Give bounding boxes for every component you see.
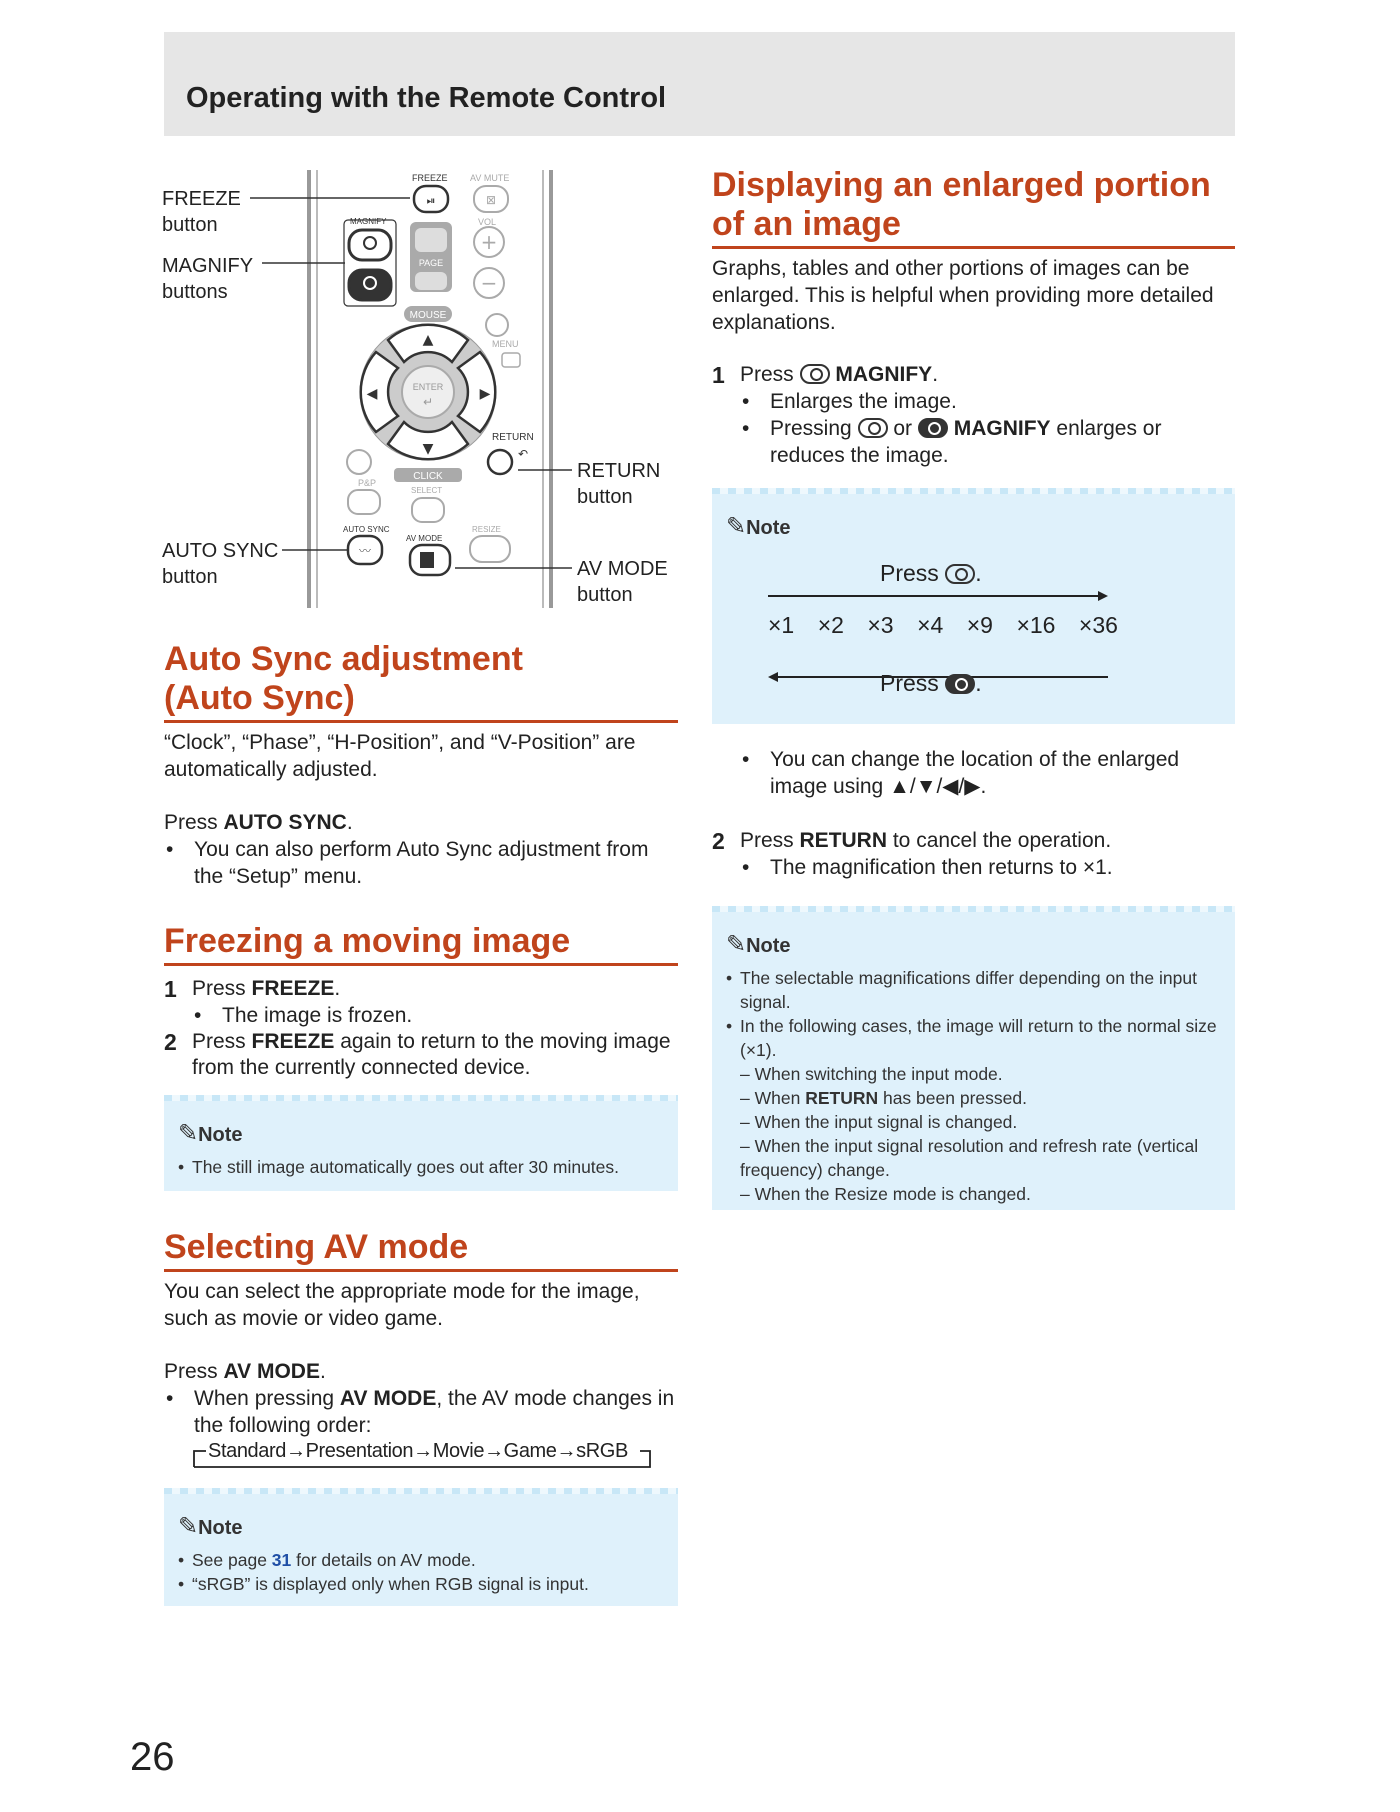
pencil-icon: ✎ (726, 512, 747, 540)
section-freeze (164, 922, 678, 1081)
svg-text:▲: ▲ (422, 332, 434, 348)
enlarge-note-2-dash-4: – When the input signal resolution and refresh rate (vertical frequency) change. (740, 1136, 1199, 1180)
menu-button (486, 314, 508, 336)
page-down-button (415, 272, 447, 290)
magnify-down-icon (945, 674, 975, 694)
av-mode-note-1: • See page 31 for details on AV mode. (178, 1548, 668, 1572)
enlarge-location-bullet: • You can change the location of the enlarged image using ▲/▼/◀/▶. (740, 746, 1235, 800)
magnify-down-icon (918, 418, 948, 438)
label-return: RETURN (492, 432, 534, 443)
svg-text:⏯: ⏯ (426, 194, 436, 207)
svg-text:↶: ↶ (518, 447, 529, 461)
av-mode-heading: Selecting AV mode (164, 1228, 678, 1272)
label-mouse: MOUSE (409, 310, 447, 321)
enlarge-step-1: 1 Press MAGNIFY. (712, 362, 939, 388)
section-enlarge (712, 166, 1235, 469)
label-magnify: MAGNIFY (350, 217, 387, 226)
av-mode-bullet: • When pressing AV MODE, the AV mode changes in the following order: (164, 1385, 678, 1439)
press-enlarge-label: Press . (880, 560, 982, 586)
pencil-icon: ✎ (178, 1512, 199, 1540)
enlarge-step-1-bullet-2: • Pressing or MAGNIFY enlarges or reduces the image. (740, 415, 1235, 469)
select-button (412, 498, 444, 522)
svg-text:↵: ↵ (422, 395, 434, 409)
label-vol: VOL (478, 217, 497, 227)
freeze-step-2: 2 Press FREEZE again to return to the moving image from the currently connected device. (164, 1029, 671, 1079)
label-pp: P&P (358, 478, 377, 488)
section-auto-sync (164, 640, 678, 890)
callout-return: RETURN button (577, 460, 661, 508)
freeze-note-text: • The still image automatically goes out after 30 minutes. (178, 1155, 668, 1179)
pp-button (347, 450, 371, 474)
auto-sync-press: Press AUTO SYNC. (164, 811, 353, 834)
label-click: CLICK (413, 471, 443, 482)
enlarge-note-1: ✎Note Press . ×1 ×2 ×3 ×4 ×9 ×16 ×36 Press . (712, 488, 1235, 724)
enlarge-note-2-dash-3: – When the input signal is changed. (740, 1112, 1018, 1132)
callout-auto-sync: AUTO SYNC button (162, 540, 279, 588)
note-title: ✎Note (178, 1119, 243, 1147)
av-mode-intro: You can select the appropriate mode for the image, such as movie or video game. (164, 1280, 640, 1330)
callout-av-mode: AV MODE button (577, 558, 668, 606)
magnification-list: ×1 ×2 ×3 ×4 ×9 ×16 ×36 (768, 612, 1118, 638)
freeze-note (164, 1095, 678, 1191)
svg-text:⊠: ⊠ (485, 193, 497, 207)
av-mode-press: Press AV MODE. (164, 1360, 326, 1383)
section-enlarge-continued (712, 746, 1235, 881)
enlarge-note-2-dash-5: – When the Resize mode is changed. (740, 1184, 1031, 1204)
label-select: SELECT (411, 486, 443, 495)
page-up-button (415, 228, 447, 252)
svg-text:−: − (480, 271, 498, 295)
enlarge-note-2-dash-2: – When RETURN has been pressed. (740, 1088, 1027, 1108)
svg-text:〰: 〰 (358, 544, 372, 558)
enlarge-heading: Displaying an enlarged portion of an image (712, 166, 1235, 249)
enlarge-note-2: ✎Note • The selectable magnifications differ depending on the input signal. • In the following cases, the image will return to the normal size (×1). – When switching the input mode. – When RETURN has been pressed. – When the input signal is changed. – When the input signal resolution and refresh rate (vertical frequency) change. – When the Resize mode is changed. (712, 906, 1235, 1210)
label-av-mode: AV MODE (406, 534, 443, 543)
label-freeze: FREEZE (412, 173, 448, 183)
resize-button (470, 536, 510, 562)
svg-text:◀: ◀ (366, 386, 378, 402)
return-button (488, 450, 512, 474)
enlarge-note-2-bullet-1: • The selectable magnifications differ depending on the input signal. (726, 966, 1223, 1014)
magnify-up-icon (800, 364, 830, 384)
label-auto-sync: AUTO SYNC (343, 525, 390, 534)
page-number: 26 (130, 1735, 175, 1779)
av-mode-note: ✎Note • See page 31 for details on AV mode. • “sRGB” is displayed only when RGB signal is input. (164, 1488, 678, 1606)
auto-sync-heading: Auto Sync adjustment (Auto Sync) (164, 640, 678, 723)
label-resize: RESIZE (472, 525, 501, 534)
enlarge-intro: Graphs, tables and other portions of images can be enlarged. This is helpful when providing more detailed explanations. (712, 257, 1214, 334)
svg-text:▶: ▶ (479, 386, 491, 402)
magnify-down-button (349, 270, 391, 300)
callout-freeze: FREEZE button (162, 188, 241, 236)
auto-sync-intro: “Clock”, “Phase”, “H-Position”, and “V-Position” are automatically adjusted. (164, 731, 636, 781)
callout-magnify: MAGNIFY buttons (162, 255, 254, 303)
auto-sync-bullet: • You can also perform Auto Sync adjustment from the “Setup” menu. (164, 836, 678, 890)
enlarge-note-2-bullet-2: • In the following cases, the image will return to the normal size (×1). (726, 1014, 1223, 1062)
freeze-step-1-bullet: • The image is frozen. (192, 1002, 678, 1029)
av-mode-note-2: • “sRGB” is displayed only when RGB signal is input. (178, 1572, 668, 1596)
svg-text:+: + (480, 230, 498, 254)
enlarge-note-2-dash-1: – When switching the input mode. (740, 1064, 1003, 1084)
svg-text:▼: ▼ (422, 441, 434, 457)
magnify-up-button (349, 230, 391, 260)
label-enter: ENTER (412, 382, 444, 392)
page-title: Operating with the Remote Control (186, 82, 667, 114)
pp-select-button (348, 490, 380, 514)
page-link[interactable]: 31 (271, 1550, 292, 1570)
enter-button (402, 366, 454, 418)
magnify-up-icon (858, 418, 888, 438)
pencil-icon: ✎ (726, 930, 747, 958)
enlarge-step-2: 2 Press RETURN to cancel the operation. (712, 828, 1112, 854)
remote-control-illustration (0, 0, 700, 620)
freeze-step-1: 1 Press FREEZE. (164, 976, 341, 1002)
label-av-mute: AV MUTE (470, 173, 510, 183)
label-menu: MENU (492, 339, 519, 349)
av-mode-order: Standard→Presentation→Movie→Game→sRGB (192, 1441, 678, 1471)
magnify-up-icon (945, 564, 975, 584)
label-page: PAGE (418, 258, 444, 268)
press-reduce-label: Press . (880, 670, 982, 696)
enlarge-step-1-bullet-1: • Enlarges the image. (740, 388, 1235, 415)
enlarge-step-2-bullet: • The magnification then returns to ×1. (740, 854, 1235, 881)
pencil-icon: ✎ (178, 1119, 199, 1147)
freeze-heading: Freezing a moving image (164, 922, 678, 966)
section-av-mode (164, 1228, 678, 1471)
